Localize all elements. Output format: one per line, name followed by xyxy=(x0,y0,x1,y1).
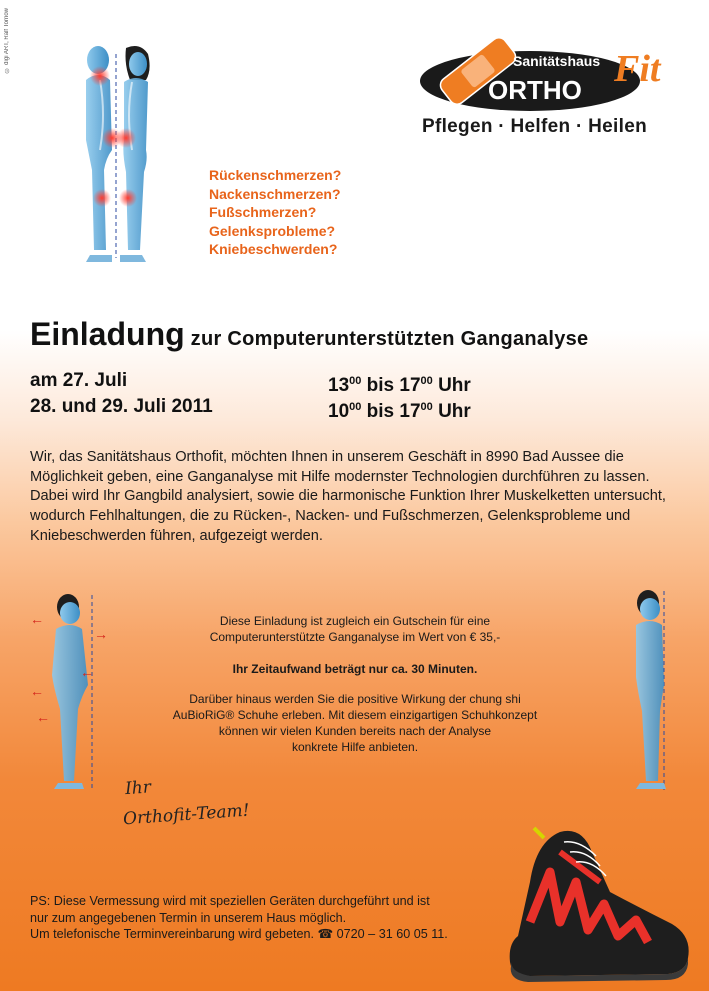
voucher-time-note: Ihr Zeitaufwand beträgt nur ca. 30 Minuten. xyxy=(232,662,478,676)
symptoms-list xyxy=(209,166,341,259)
arrow-left-icon: ← xyxy=(80,664,94,680)
event-dates xyxy=(30,368,550,420)
logo-top-word: Sanitätshaus xyxy=(513,53,601,69)
date-row xyxy=(30,368,550,394)
voucher-text: konkrete Hilfe anbieten. xyxy=(291,740,419,754)
title-main: Einladung xyxy=(30,316,185,352)
date-label: am 27. Juli xyxy=(30,370,128,391)
copyright-note: © digi ART, Ralf Tornow xyxy=(4,8,10,73)
date-label: 28. und 29. Juli 2011 xyxy=(30,396,213,417)
symptom-item: Nackenschmerzen? xyxy=(209,185,341,202)
symptom-item: Gelenksprobleme? xyxy=(209,222,336,239)
symptom-item: Fußschmerzen? xyxy=(209,204,317,221)
arrow-left-icon: ← xyxy=(36,709,50,725)
voucher-text: Computerunterstützte Ganganalyse im Wert von € 35,- xyxy=(209,630,501,644)
logo-brand-left: ORTHO xyxy=(488,75,582,105)
arrow-left-icon: ← xyxy=(30,683,44,699)
ps-text: Um telefonische Terminvereinbarung wird gebeten. ☎ 0720 – 31 60 05 11. xyxy=(30,927,448,941)
postscript xyxy=(30,893,530,943)
time-range: $10^{00}$ bis $17^{00}$ Uhr xyxy=(328,401,471,422)
signature-line: Orthofit-Team! xyxy=(122,800,251,830)
symptom-item: Kniebeschwerden? xyxy=(209,241,338,258)
posture-figures-illustration xyxy=(66,40,166,272)
arrow-right-icon: → xyxy=(94,626,108,642)
phone-number: 0720 – 31 60 05 11. xyxy=(333,927,448,941)
logo-tagline: Pflegen · Helfen · Heilen xyxy=(422,116,647,137)
voucher-text: Darüber hinaus werden Sie die positive Wirkung der chung shi xyxy=(189,692,521,706)
ps-text: PS: Diese Vermessung wird mit speziellen Geräten durchgeführt und ist xyxy=(30,894,430,908)
time-range: $13^{00}$ bis $17^{00}$ Uhr xyxy=(328,375,471,396)
signature xyxy=(120,766,250,835)
page-title xyxy=(30,316,588,353)
ps-text: nur zum angegebenen Termin in unserem Haus möglich. xyxy=(30,910,347,925)
good-posture-figure xyxy=(612,585,682,795)
voucher-text: Diese Einladung ist zugleich ein Gutschein für eine xyxy=(219,614,491,628)
voucher-box xyxy=(130,613,580,755)
voucher-text: können wir vielen Kunden bereits nach der Analyse xyxy=(218,724,492,738)
orthofit-logo xyxy=(418,26,688,116)
logo-brand-right: Fit xyxy=(614,48,661,90)
symptom-item: Rückenschmerzen? xyxy=(209,167,342,183)
date-row xyxy=(30,394,550,420)
title-sub: zur Computerunterstützten Ganganalyse xyxy=(190,328,589,350)
intro-paragraph: Wir, das Sanitätshaus Orthofit, möchten Ihnen in unserem Geschäft in 8990 Bad Aussee die Möglichkeit geben, eine Ganganalyse mit Hilfe modernster Technologien durchführen zu lassen. Dabei wird Ihr Gangbild analysiert, sowie die harmonische Funktion Ihrer Muskelketten untersucht, wodurch Fehlhaltungen, die zu Rücken-, Nacken- und Fußschmerzen, Gelenksprobleme und Kniebeschwerden führen, aufgezeigt werden. xyxy=(30,449,666,544)
signature-line: Ihr xyxy=(124,777,152,800)
voucher-text: AuBioRiG® Schuhe erleben. Mit diesem einzigartigen Schuhkonzept xyxy=(172,708,538,722)
phone-icon: ☎ xyxy=(317,927,334,941)
arrow-left-icon: ← xyxy=(30,611,44,627)
